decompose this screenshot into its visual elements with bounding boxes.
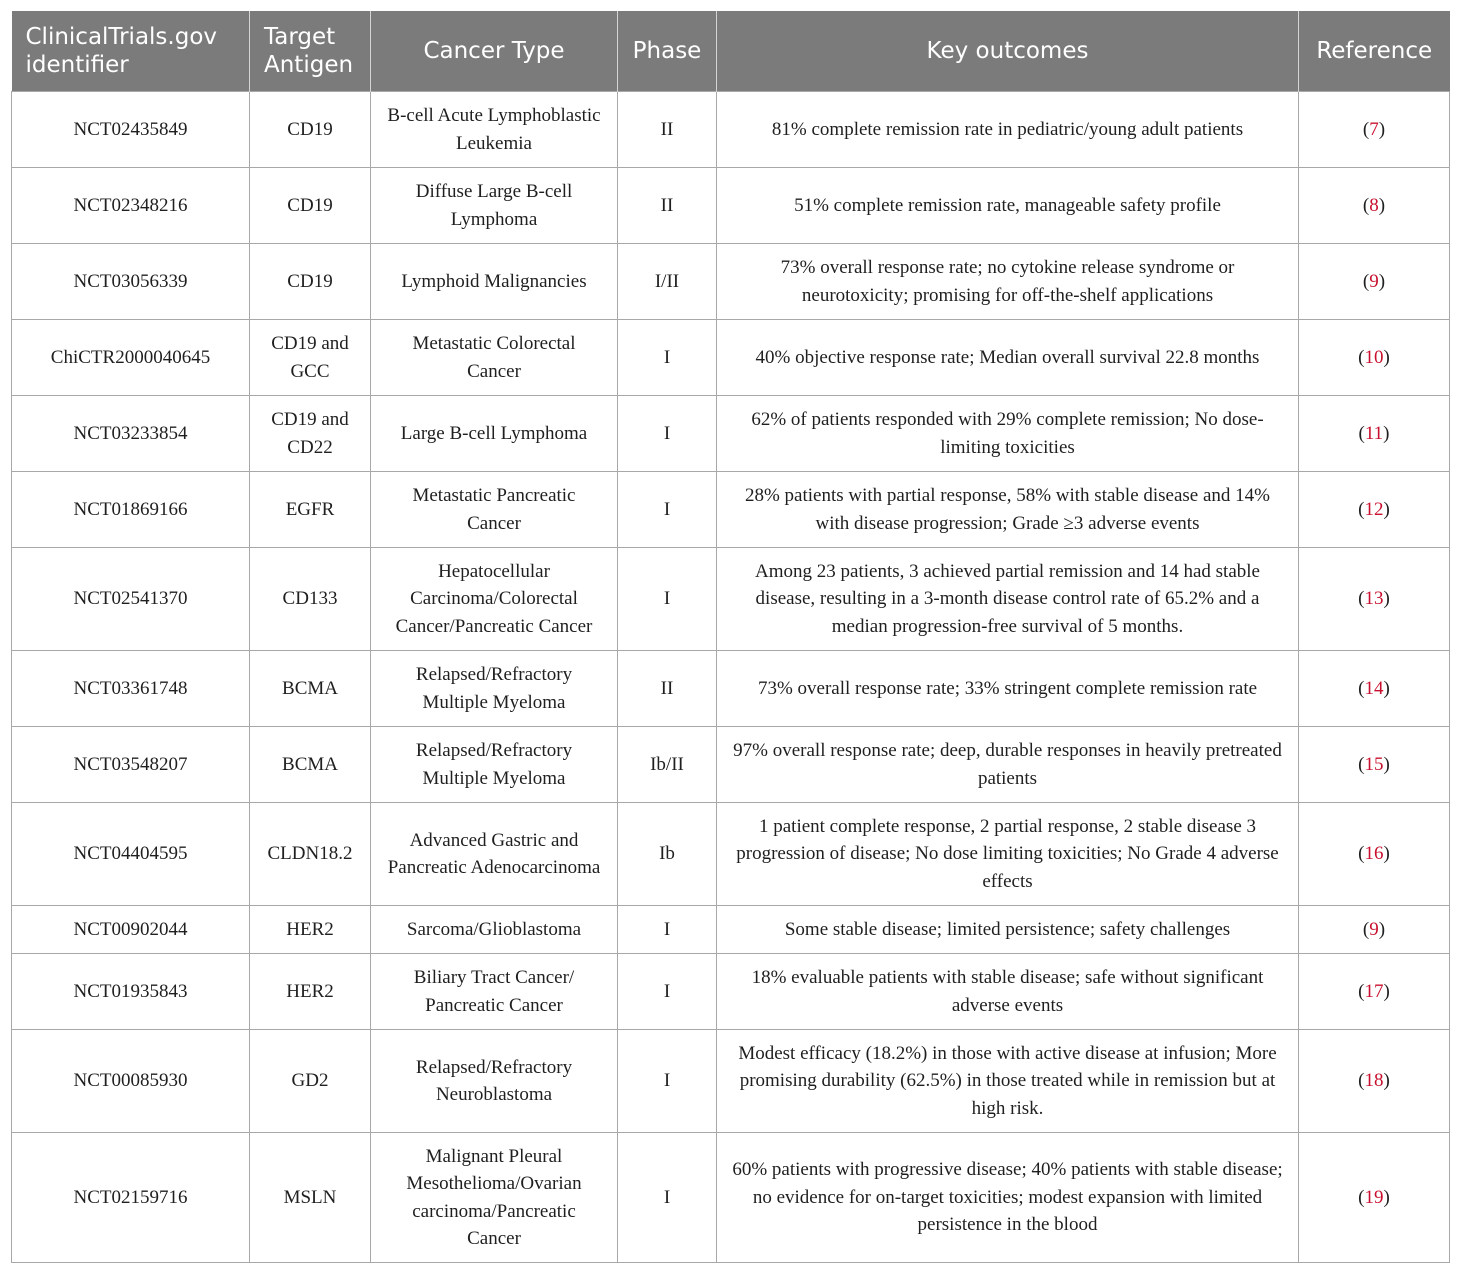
reference-link[interactable]: 18 — [1364, 1070, 1384, 1092]
cell-reference: (7) — [1299, 92, 1450, 168]
reference-link[interactable]: 7 — [1369, 118, 1379, 140]
reference-link[interactable]: 13 — [1364, 588, 1384, 610]
cell-reference: (13) — [1299, 548, 1450, 651]
table-row — [12, 396, 1450, 472]
cell-reference: (15) — [1299, 727, 1450, 803]
clinical-trials-table — [11, 11, 1450, 1263]
cell-cancer-type: Hepatocellular Carcinoma/Colorectal Cancer/Pancreatic Cancer — [371, 548, 618, 651]
cell-identifier: NCT04404595 — [12, 803, 250, 906]
cell-phase: II — [618, 168, 717, 244]
reference-link[interactable]: 17 — [1364, 980, 1384, 1002]
table-row — [12, 803, 1450, 906]
cell-identifier: NCT03361748 — [12, 651, 250, 727]
cell-identifier: NCT03548207 — [12, 727, 250, 803]
cell-outcome: Modest efficacy (18.2%) in those with active disease at infusion; More promising durability (62.5%) in those treated while in remission but at high risk. — [717, 1030, 1299, 1133]
cell-reference: (11) — [1299, 396, 1450, 472]
cell-identifier: NCT00085930 — [12, 1030, 250, 1133]
table-body — [12, 92, 1450, 1263]
reference-link[interactable]: 15 — [1364, 753, 1384, 775]
cell-identifier: NCT02435849 — [12, 92, 250, 168]
reference-link[interactable]: 16 — [1364, 843, 1384, 865]
cell-antigen: EGFR — [250, 472, 371, 548]
cell-identifier: NCT00902044 — [12, 906, 250, 954]
reference-link[interactable]: 14 — [1364, 677, 1384, 699]
cell-reference: (16) — [1299, 803, 1450, 906]
header-reference: Reference — [1299, 11, 1450, 92]
cell-cancer-type: B-cell Acute Lymphoblastic Leukemia — [371, 92, 618, 168]
cell-identifier: NCT02541370 — [12, 548, 250, 651]
cell-phase: I/II — [618, 244, 717, 320]
cell-antigen: HER2 — [250, 954, 371, 1030]
header-identifier: ClinicalTrials.gov identifier — [12, 11, 250, 92]
cell-phase: I — [618, 320, 717, 396]
cell-phase: II — [618, 92, 717, 168]
header-row — [12, 11, 1450, 92]
cell-phase: I — [618, 954, 717, 1030]
cell-antigen: CD19 — [250, 168, 371, 244]
header-key-outcomes: Key outcomes — [717, 11, 1299, 92]
cell-identifier: ChiCTR2000040645 — [12, 320, 250, 396]
header-cancer-type: Cancer Type — [371, 11, 618, 92]
reference-link[interactable]: 10 — [1364, 346, 1384, 368]
cell-phase: I — [618, 396, 717, 472]
cell-reference: (9) — [1299, 244, 1450, 320]
cell-outcome: 18% evaluable patients with stable disease; safe without significant adverse events — [717, 954, 1299, 1030]
cell-antigen: MSLN — [250, 1133, 371, 1263]
cell-antigen: CD19 — [250, 92, 371, 168]
reference-link[interactable]: 8 — [1369, 194, 1379, 216]
cell-identifier: NCT01935843 — [12, 954, 250, 1030]
cell-outcome: Among 23 patients, 3 achieved partial remission and 14 had stable disease, resulting in a 3-month disease control rate of 65.2% and a median progression-free survival of 5 months. — [717, 548, 1299, 651]
cell-reference: (17) — [1299, 954, 1450, 1030]
cell-cancer-type: Metastatic Colorectal Cancer — [371, 320, 618, 396]
cell-identifier: NCT02159716 — [12, 1133, 250, 1263]
cell-phase: I — [618, 1030, 717, 1133]
reference-link[interactable]: 9 — [1369, 270, 1379, 292]
cell-phase: Ib — [618, 803, 717, 906]
cell-reference: (9) — [1299, 906, 1450, 954]
clinical-trials-table-container — [11, 11, 1449, 1263]
table-row — [12, 651, 1450, 727]
cell-phase: Ib/II — [618, 727, 717, 803]
cell-identifier: NCT02348216 — [12, 168, 250, 244]
cell-reference: (14) — [1299, 651, 1450, 727]
cell-antigen: CD133 — [250, 548, 371, 651]
cell-reference: (12) — [1299, 472, 1450, 548]
cell-cancer-type: Advanced Gastric and Pancreatic Adenocarcinoma — [371, 803, 618, 906]
cell-reference: (8) — [1299, 168, 1450, 244]
table-row — [12, 168, 1450, 244]
table-row — [12, 548, 1450, 651]
cell-cancer-type: Relapsed/Refractory Multiple Myeloma — [371, 651, 618, 727]
table-row — [12, 320, 1450, 396]
cell-identifier: NCT01869166 — [12, 472, 250, 548]
cell-identifier: NCT03056339 — [12, 244, 250, 320]
cell-antigen: CD19 — [250, 244, 371, 320]
cell-outcome: 73% overall response rate; 33% stringent complete remission rate — [717, 651, 1299, 727]
table-row — [12, 954, 1450, 1030]
cell-antigen: BCMA — [250, 651, 371, 727]
cell-cancer-type: Biliary Tract Cancer/ Pancreatic Cancer — [371, 954, 618, 1030]
cell-phase: I — [618, 548, 717, 651]
cell-cancer-type: Sarcoma/Glioblastoma — [371, 906, 618, 954]
cell-antigen: GD2 — [250, 1030, 371, 1133]
table-header — [12, 11, 1450, 92]
cell-reference: (18) — [1299, 1030, 1450, 1133]
cell-outcome: 73% overall response rate; no cytokine release syndrome or neurotoxicity; promising for off-the-shelf applications — [717, 244, 1299, 320]
cell-outcome: 81% complete remission rate in pediatric/young adult patients — [717, 92, 1299, 168]
table-row — [12, 727, 1450, 803]
table-row — [12, 1133, 1450, 1263]
cell-reference: (19) — [1299, 1133, 1450, 1263]
cell-outcome: 60% patients with progressive disease; 40% patients with stable disease; no evidence for on-target toxicities; modest expansion with limited persistence in the blood — [717, 1133, 1299, 1263]
table-row — [12, 92, 1450, 168]
cell-antigen: BCMA — [250, 727, 371, 803]
cell-cancer-type: Relapsed/Refractory Neuroblastoma — [371, 1030, 618, 1133]
reference-link[interactable]: 19 — [1364, 1186, 1384, 1208]
header-phase: Phase — [618, 11, 717, 92]
reference-link[interactable]: 9 — [1369, 918, 1379, 940]
table-row — [12, 906, 1450, 954]
reference-link[interactable]: 12 — [1364, 498, 1384, 520]
cell-antigen: CD19 and CD22 — [250, 396, 371, 472]
cell-cancer-type: Metastatic Pancreatic Cancer — [371, 472, 618, 548]
cell-phase: I — [618, 906, 717, 954]
reference-link[interactable]: 11 — [1364, 422, 1384, 444]
cell-outcome: 28% patients with partial response, 58% with stable disease and 14% with disease progression; Grade ≥3 adverse events — [717, 472, 1299, 548]
cell-outcome: Some stable disease; limited persistence; safety challenges — [717, 906, 1299, 954]
cell-phase: I — [618, 472, 717, 548]
cell-outcome: 97% overall response rate; deep, durable responses in heavily pretreated patients — [717, 727, 1299, 803]
cell-antigen: CD19 and GCC — [250, 320, 371, 396]
cell-antigen: CLDN18.2 — [250, 803, 371, 906]
table-row — [12, 1030, 1450, 1133]
cell-phase: II — [618, 651, 717, 727]
cell-outcome: 62% of patients responded with 29% complete remission; No dose-limiting toxicities — [717, 396, 1299, 472]
cell-cancer-type: Relapsed/Refractory Multiple Myeloma — [371, 727, 618, 803]
cell-outcome: 51% complete remission rate, manageable safety profile — [717, 168, 1299, 244]
table-row — [12, 472, 1450, 548]
cell-cancer-type: Lymphoid Malignancies — [371, 244, 618, 320]
header-target-antigen: Target Antigen — [250, 11, 371, 92]
cell-outcome: 40% objective response rate; Median overall survival 22.8 months — [717, 320, 1299, 396]
table-row — [12, 244, 1450, 320]
cell-cancer-type: Diffuse Large B-cell Lymphoma — [371, 168, 618, 244]
cell-cancer-type: Large B-cell Lymphoma — [371, 396, 618, 472]
cell-cancer-type: Malignant Pleural Mesothelioma/Ovarian carcinoma/Pancreatic Cancer — [371, 1133, 618, 1263]
cell-reference: (10) — [1299, 320, 1450, 396]
cell-outcome: 1 patient complete response, 2 partial response, 2 stable disease 3 progression of disease; No dose limiting toxicities; No Grade 4 adverse effects — [717, 803, 1299, 906]
cell-identifier: NCT03233854 — [12, 396, 250, 472]
cell-phase: I — [618, 1133, 717, 1263]
cell-antigen: HER2 — [250, 906, 371, 954]
